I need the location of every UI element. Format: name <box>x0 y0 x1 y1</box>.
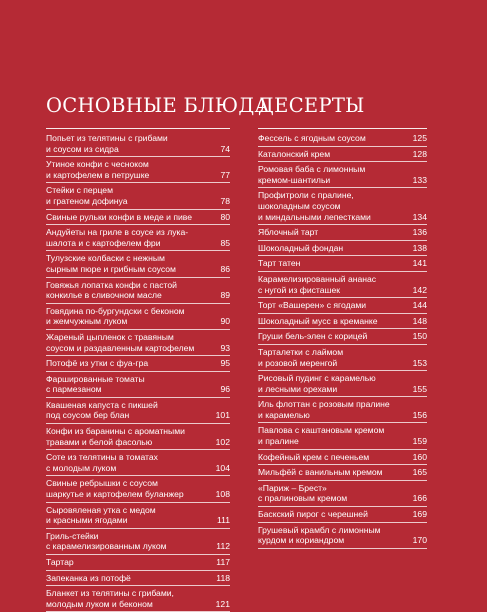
toc-entry[interactable] <box>258 188 427 225</box>
toc-entry[interactable] <box>258 256 427 272</box>
toc-entry[interactable] <box>46 398 230 424</box>
page-number: 93 <box>220 342 230 353</box>
page-number: 112 <box>216 541 230 552</box>
page-number: 160 <box>412 451 427 462</box>
toc-entry[interactable] <box>258 371 427 397</box>
toc-entry[interactable] <box>258 423 427 449</box>
recipe-title: Говядина по-бургундски с беконом и жемчужным луком <box>46 305 185 327</box>
toc-entry[interactable] <box>258 450 427 466</box>
recipe-title: Грушевый крамбл с лимонным курдом и кориандром <box>258 524 381 546</box>
toc-entry[interactable] <box>258 345 427 371</box>
recipe-title: Сыровяленая утка с медом и красными ягодами <box>46 504 156 526</box>
recipe-title: Мильфёй с ванильным кремом <box>258 467 383 478</box>
page-number: 90 <box>220 316 230 327</box>
toc-entry[interactable] <box>46 157 230 183</box>
recipe-title: Стейки с перцем и гратеном дофинуа <box>46 185 128 206</box>
toc-entry[interactable] <box>258 131 427 147</box>
toc-entry[interactable] <box>258 507 427 523</box>
page-number: 111 <box>216 515 230 526</box>
main-courses-heading: ОСНОВНЫЕ БЛЮДА <box>46 94 270 117</box>
page-number: 78 <box>220 195 230 206</box>
page-number: 89 <box>220 290 230 301</box>
page-number: 138 <box>412 242 427 253</box>
toc-entry[interactable] <box>46 555 230 571</box>
page-number: 108 <box>215 489 230 500</box>
toc-entry[interactable] <box>258 465 427 481</box>
page-number: 117 <box>216 557 230 567</box>
page-number: 74 <box>220 143 230 154</box>
recipe-title: Попьет из телятины с грибами и соусом из сидра <box>46 133 168 154</box>
page-number: 141 <box>412 258 427 269</box>
page-number: 142 <box>412 284 427 295</box>
toc-entry[interactable] <box>258 162 427 188</box>
page-number: 165 <box>412 467 427 478</box>
recipe-title: Ромовая баба с лимонным кремом-шантильи <box>258 164 366 185</box>
recipe-title: Андуйеты на гриле в соусе из лука- шалота и с картофелем фри <box>46 227 189 248</box>
recipe-title: Яблочный тарт <box>258 227 319 238</box>
toc-entry[interactable] <box>46 476 230 502</box>
toc-entry[interactable] <box>258 314 427 330</box>
recipe-title: Павлова с каштановым кремом и пралине <box>258 425 385 447</box>
desserts-list <box>258 129 427 549</box>
recipe-title: Тарт татен <box>258 258 301 269</box>
toc-entry[interactable] <box>46 225 230 251</box>
recipe-title: Соте из телятины в томатах с молодым луком <box>46 452 158 473</box>
page-number: 148 <box>412 315 427 326</box>
desserts-column <box>258 92 427 549</box>
recipe-title: Тартар <box>46 557 74 567</box>
toc-entry[interactable] <box>46 131 230 157</box>
page-number: 150 <box>412 331 427 342</box>
recipe-title: Шоколадный фондан <box>258 242 344 253</box>
recipe-title: Потофё из утки с фуа-гра <box>46 358 149 369</box>
toc-entry[interactable] <box>258 397 427 423</box>
toc-entry[interactable] <box>46 586 230 612</box>
recipe-title: Тарталетки с лаймом и розовой меренгой <box>258 346 344 368</box>
toc-entry[interactable] <box>258 329 427 345</box>
page-number: 134 <box>412 211 427 222</box>
recipe-title: Говяжья лопатка конфи с пастой конкилье в сливочном масле <box>46 279 177 301</box>
toc-entry[interactable] <box>46 571 230 587</box>
toc-entry[interactable] <box>46 503 230 529</box>
recipe-title: Фаршированные томаты с пармезаном <box>46 373 145 395</box>
recipe-title: Конфи из баранины с ароматными травами и белой фасолью <box>46 426 185 447</box>
toc-entry[interactable] <box>46 210 230 226</box>
toc-entry[interactable] <box>258 147 427 163</box>
recipe-title: Жареный цыпленок с травяным соусом и раздавленным картофелем <box>46 331 195 353</box>
page-number: 156 <box>412 409 427 420</box>
recipe-title: Фессель с ягодным соусом <box>258 133 366 143</box>
recipe-title: Свиные рульки конфи в меде и пиве <box>46 211 193 222</box>
page-number: 101 <box>215 410 230 421</box>
toc-entry[interactable] <box>46 356 230 372</box>
main-courses-list <box>46 129 230 612</box>
page-number: 136 <box>412 227 427 238</box>
toc-entry[interactable] <box>46 183 230 209</box>
recipe-title: Утиное конфи с чесноком и картофелем в петрушке <box>46 159 150 180</box>
toc-entry[interactable] <box>258 298 427 314</box>
recipe-title: Свиные ребрышки с соусом шаркутье и картофелем буланжер <box>46 478 184 500</box>
recipe-title: Торт «Вашерен» с ягодами <box>258 300 367 311</box>
recipe-title: Кофейный крем с печеньем <box>258 451 370 462</box>
recipe-title: Баскский пирог с черешней <box>258 509 368 520</box>
toc-entry[interactable] <box>46 424 230 450</box>
recipe-title: «Париж – Брест» с пралиновым кремом <box>258 482 348 504</box>
recipe-title: Каталонский крем <box>258 148 331 159</box>
page-number: 133 <box>412 174 427 185</box>
page-number: 77 <box>220 169 230 180</box>
toc-entry[interactable] <box>46 330 230 356</box>
toc-entry[interactable] <box>258 523 427 549</box>
page-number: 170 <box>412 535 427 546</box>
toc-entry[interactable] <box>46 278 230 304</box>
recipe-title: Гриль-стейки с карамелизированным луком <box>46 530 167 552</box>
recipe-title: Профитроли с пралине, шоколадным соусом и миндальными лепестками <box>258 190 371 222</box>
page-number: 96 <box>220 384 230 395</box>
toc-entry[interactable] <box>258 272 427 298</box>
page-number: 85 <box>220 237 230 248</box>
toc-entry[interactable] <box>46 450 230 476</box>
toc-entry[interactable] <box>46 372 230 398</box>
page-number: 104 <box>215 462 230 473</box>
page-number: 166 <box>412 493 427 504</box>
recipe-title: Тулузские колбаски с нежным сырным пюре и грибным соусом <box>46 253 176 274</box>
toc-entry[interactable] <box>46 304 230 330</box>
toc-entry[interactable] <box>46 251 230 277</box>
recipe-title: Запеканка из потофё <box>46 572 131 583</box>
page-number: 159 <box>412 436 427 447</box>
page-number: 125 <box>412 133 427 143</box>
page-number: 144 <box>412 300 427 311</box>
toc-entry[interactable] <box>46 529 230 555</box>
main-courses-column <box>46 92 270 612</box>
page-number: 95 <box>220 358 230 369</box>
toc-entry[interactable] <box>258 225 427 241</box>
page-number: 155 <box>412 383 427 394</box>
toc-entry[interactable] <box>258 241 427 257</box>
recipe-title: Шоколадный мусс в креманке <box>258 315 378 326</box>
recipe-title: Рисовый пудинг с карамелью и лесными орехами <box>258 373 376 394</box>
recipe-title: Бланкет из телятины с грибами, молодым луком и беконом <box>46 588 174 609</box>
page-number: 102 <box>215 436 230 447</box>
page-number: 169 <box>412 509 427 520</box>
page-number: 121 <box>215 598 230 609</box>
page-number: 128 <box>412 148 427 159</box>
page-number: 80 <box>220 211 230 222</box>
page-number: 86 <box>220 263 230 274</box>
recipe-title: Карамелизированный ананас с нугой из фисташек <box>258 273 377 295</box>
desserts-heading: ДЕСЕРТЫ <box>258 94 365 117</box>
recipe-title: Квашеная капуста с пикшей под соусом бер блан <box>46 399 158 421</box>
recipe-title: Иль флоттан с розовым пралине и карамелью <box>258 399 390 420</box>
toc-entry[interactable] <box>258 481 427 507</box>
page-number: 153 <box>412 357 427 368</box>
recipe-title: Груши бель-элен с корицей <box>258 331 368 342</box>
page-number: 118 <box>216 572 230 583</box>
